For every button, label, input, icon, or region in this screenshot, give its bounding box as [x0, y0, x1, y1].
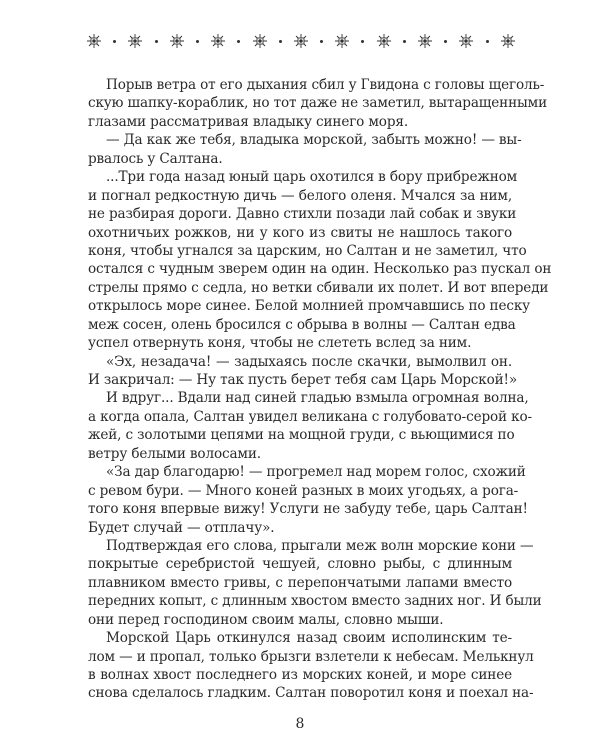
- text-line: стрелы прямо с седла, но ветки сбивали их полет. И вот впереди: [88, 279, 549, 296]
- text-line: «Эх, незадача! — задыхаясь после скачки, вымолвил он.: [106, 353, 512, 370]
- text-line: ...Три года назад юный царь охотился в бору прибрежном: [106, 169, 518, 186]
- text-line: И закричал: — Ну так пусть берет тебя сам Царь Морской!»: [88, 372, 518, 388]
- text-line: с ревом бури. — Много коней разных в моих угодьях, а рога-: [88, 482, 519, 499]
- text-line: рвалось у Салтана.: [88, 150, 223, 167]
- text-line: а когда опала, Салтан увидел великана с голубовато-серой ко-: [88, 408, 532, 425]
- text-line: того коня впервые вижу! Услуги не забуду тебе, царь Салтан!: [88, 501, 528, 518]
- text-line: лом — и пропал, только брызги взлетели к небесам. Мелькнул: [88, 648, 534, 665]
- text-line: не разбирая дороги. Давно стихли позади лай собак и звуки: [88, 206, 517, 223]
- flower-ornament-icon: [458, 33, 474, 49]
- text-line: Морской Царь откинулся назад своим исполинским те-: [106, 630, 512, 647]
- flower-ornament-icon: [86, 33, 102, 49]
- flower-ornament-icon: [293, 33, 309, 49]
- text-line: охотничьих рожков, ни у кого из свиты не нашлось такого: [88, 224, 512, 241]
- text-line: открылось море синее. Белой молнией промчавшись по песку: [88, 298, 531, 315]
- flower-ornament-icon: [210, 33, 226, 49]
- flower-ornament-icon: [417, 33, 433, 49]
- text-line: меж сосен, олень бросился с обрыва в волны — Салтан едва: [88, 316, 516, 333]
- dot-separator-icon: [155, 40, 158, 43]
- dot-separator-icon: [279, 40, 282, 43]
- text-line: в волнах хвост последнего из морских коней, и море синее: [88, 667, 512, 683]
- flower-ornament-icon: [376, 33, 392, 49]
- text-line: глазами рассматривая владыку синего моря.: [88, 113, 408, 130]
- page-number: 8: [295, 716, 305, 732]
- dot-separator-icon: [113, 40, 116, 43]
- text-line: успел отвернуть коня, чтобы не слететь вслед за ним.: [88, 335, 472, 352]
- dot-separator-icon: [320, 40, 323, 43]
- text-line: жей, с золотыми цепями на мощной груди, с вьющимися по: [88, 427, 515, 444]
- dot-separator-icon: [196, 40, 199, 43]
- dot-separator-icon: [444, 40, 447, 43]
- flower-ornament-icon: [169, 33, 185, 49]
- header-ornament: [86, 32, 516, 50]
- text-line: Подтверждая его слова, прыгали меж волн морские кони —: [106, 537, 534, 554]
- dot-separator-icon: [361, 40, 364, 43]
- dot-separator-icon: [237, 40, 240, 43]
- text-line: Порыв ветра от его дыхания сбил у Гвидона с головы щеголь-: [106, 77, 545, 93]
- text-line: и погнал редкостную дичь — белого оленя. Мчался за ним,: [88, 187, 512, 204]
- text-line: И вдруг... Вдали над синей гладью взмыла огромная волна,: [106, 390, 529, 407]
- flower-ornament-icon: [500, 33, 516, 49]
- text-line: плавником вместо гривы, с перепончатыми лапами вместо: [88, 574, 512, 591]
- text-line: покрытые серебристой чешуей, словно рыбы, с длинным: [88, 556, 512, 573]
- flower-ornament-icon: [252, 33, 268, 49]
- dot-separator-icon: [486, 40, 489, 43]
- text-line: — Да как же тебя, владыка морской, забыть можно! — вы-: [106, 132, 522, 149]
- text-line: передних копыт, с длинным хвостом вместо задних ног. И были: [88, 593, 542, 610]
- text-line: остался с чудным зверем один на один. Несколько раз пускал он: [88, 261, 552, 278]
- flower-ornament-icon: [334, 33, 350, 49]
- text-line: снова сделалось гладким. Салтан поворотил коня и поехал на-: [88, 685, 534, 702]
- text-line: коня, чтобы угнался за царским, но Салтан и не заметил, что: [88, 242, 527, 259]
- text-line: ветру белыми волосами.: [88, 445, 261, 462]
- text-line: они перед господином своим малы, словно мыши.: [88, 611, 444, 628]
- body-text: [88, 76, 552, 703]
- text-line: «За дар благодарю! — прогремел над морем голос, схожий: [106, 464, 526, 481]
- flower-ornament-icon: [127, 33, 143, 49]
- text-line: скую шапку-кораблик, но тот даже не заметил, вытаращенными: [88, 95, 547, 112]
- text-line: Будет случай — отплачу».: [88, 519, 275, 536]
- dot-separator-icon: [403, 40, 406, 43]
